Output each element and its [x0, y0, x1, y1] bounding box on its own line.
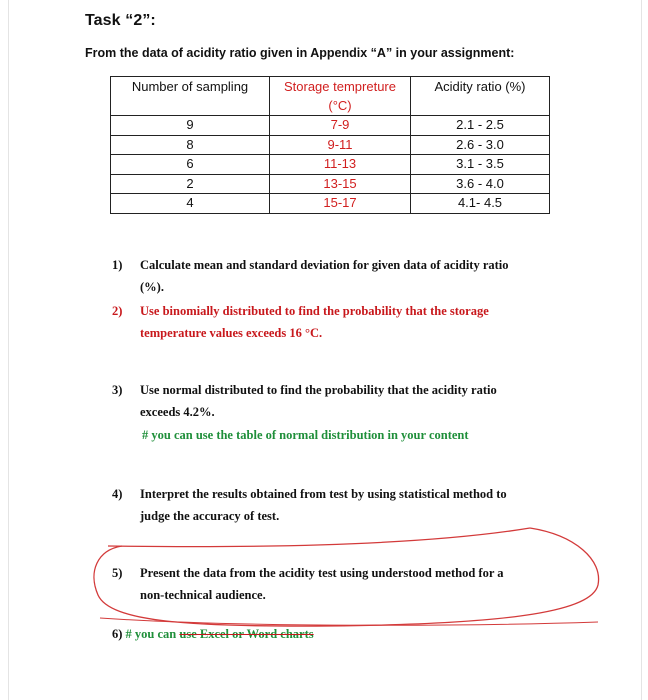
question-number: 4) [112, 487, 123, 501]
cell-temperature: 11-13 [270, 155, 411, 175]
question-text: Calculate mean and standard deviation for given data of acidity ratio [140, 258, 509, 272]
cell-temperature: 9-11 [270, 135, 411, 155]
cell-acidity: 4.1- 4.5 [411, 194, 550, 214]
cell-acidity: 3.6 - 4.0 [411, 174, 550, 194]
cell-sampling: 9 [111, 116, 270, 136]
question-number: 6) [112, 627, 123, 641]
cell-sampling: 6 [111, 155, 270, 175]
hint-prefix: # you can [125, 627, 180, 641]
question-text-continued: temperature values exceeds 16 °C. [140, 326, 323, 340]
header-storage-temperature: Storage tempreture (°C) [270, 77, 411, 116]
question-text: Present the data from the acidity test using understood method for a [140, 566, 504, 580]
header-number-of-sampling: Number of sampling [111, 77, 270, 116]
cell-sampling: 4 [111, 194, 270, 214]
question-text-continued: non-technical audience. [140, 588, 266, 602]
cell-temperature: 7-9 [270, 116, 411, 136]
question-number: 2) [112, 304, 123, 318]
question-text: Interpret the results obtained from test by using statistical method to [140, 487, 507, 501]
cell-temperature: 15-17 [270, 194, 411, 214]
cell-temperature: 13-15 [270, 174, 411, 194]
markup-circle-around-q5 [94, 528, 599, 626]
question-number: 3) [112, 383, 123, 397]
question-number: 5) [112, 566, 123, 580]
cell-sampling: 2 [111, 174, 270, 194]
task-title: Task “2”: [85, 12, 156, 29]
cell-acidity: 3.1 - 3.5 [411, 155, 550, 175]
header-acidity-ratio: Acidity ratio (%) [411, 77, 550, 116]
question-3-hint: # you can use the table of normal distribution in your content [142, 428, 469, 442]
markup-line-below-circle [100, 618, 598, 625]
cell-sampling: 8 [111, 135, 270, 155]
cell-acidity: 2.1 - 2.5 [411, 116, 550, 136]
question-text-continued: exceeds 4.2%. [140, 405, 215, 419]
question-text: Use binomially distributed to find the probability that the storage [140, 304, 489, 318]
cell-acidity: 2.6 - 3.0 [411, 135, 550, 155]
question-text-continued: judge the accuracy of test. [140, 509, 280, 523]
question-text: Use normal distributed to find the probability that the acidity ratio [140, 383, 497, 397]
intro-text: From the data of acidity ratio given in Appendix “A” in your assignment: [85, 46, 515, 60]
hint-struck-text: use Excel or Word charts [179, 627, 314, 641]
question-text-continued: (%). [140, 280, 164, 294]
markup-line-above-q5 [108, 528, 530, 547]
question-number: 1) [112, 258, 123, 272]
